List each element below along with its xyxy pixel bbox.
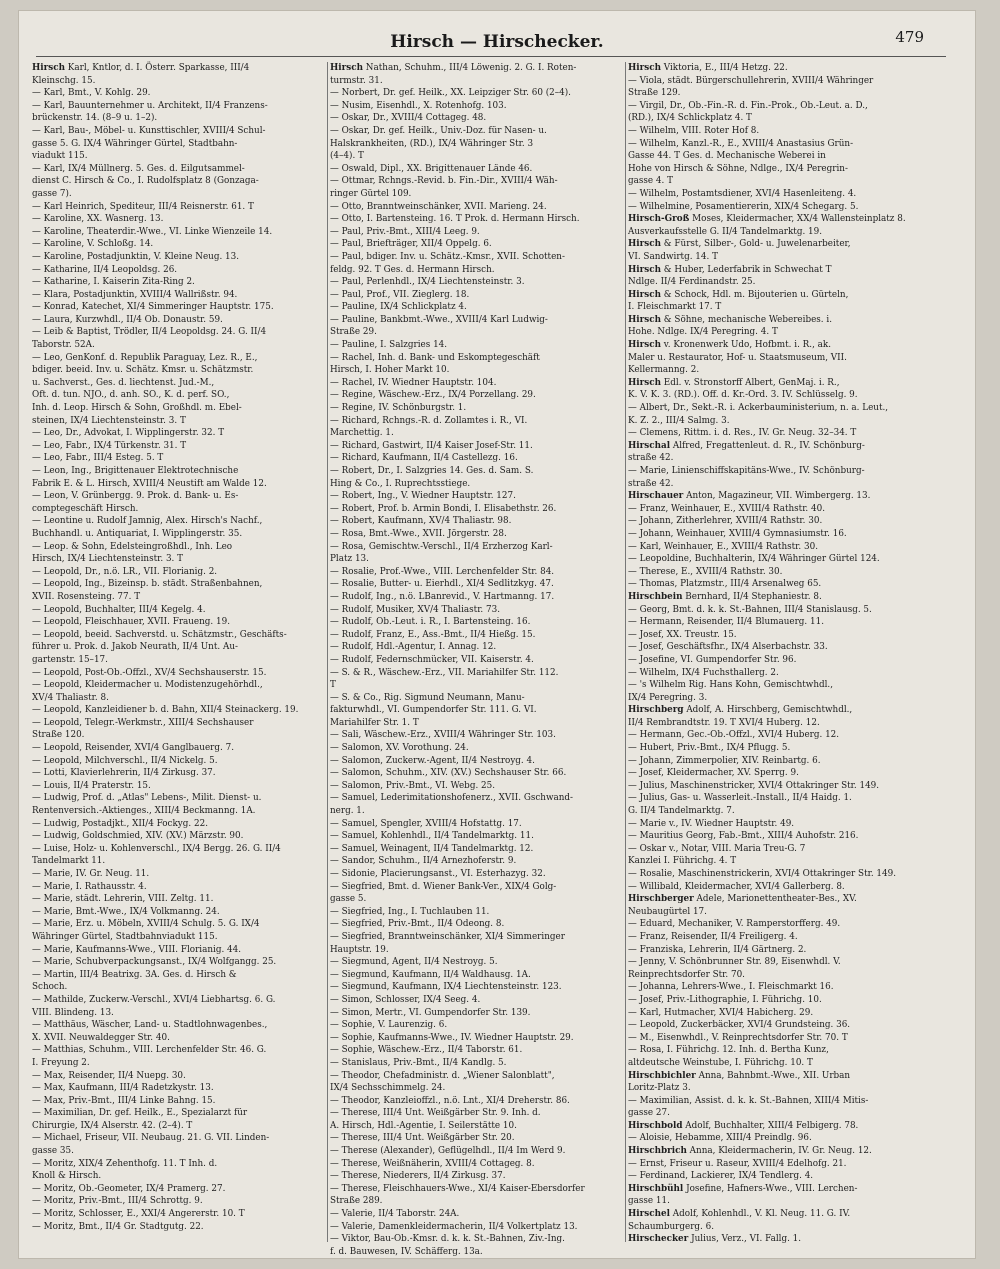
directory-entry-line: feldg. 92. T Ges. d. Hermann Hirsch. xyxy=(330,264,495,275)
directory-entry-line: Hirschberg Adolf, A. Hirschberg, Gemischtwhdl., xyxy=(628,705,853,716)
directory-entry-line: — Leo, Dr., Advokat, I. Wipplingerstr. 32. T xyxy=(32,428,225,439)
directory-entry-line: — Leopold, Kanzleidiener b. d. Bahn, XII/4 Steinackerg. 19. xyxy=(32,705,299,716)
directory-entry-line: K. Z. 2., III/4 Salmg. 3. xyxy=(628,415,730,426)
directory-entry-line: Ndlge. II/4 Ferdinandstr. 25. xyxy=(628,277,756,288)
directory-entry-line: — Leopold, Milchverschl., II/4 Nickelg. 5. xyxy=(32,755,218,766)
directory-entry-line: Hohe. Ndlge. IX/4 Peregring. 4. T xyxy=(628,327,778,338)
directory-entry-line: Währinger Gürtel, Stadtbahnviadukt 115. xyxy=(32,931,218,942)
directory-entry-line: Knoll & Hirsch. xyxy=(32,1171,102,1182)
directory-entry-line: — Robert, Prof. b. Armin Bondi, I. Elisabethstr. 26. xyxy=(330,503,557,514)
directory-entry-line: — Leopold, beeid. Sachverstd. u. Schätzmstr., Geschäfts- xyxy=(32,629,287,640)
directory-entry-line: I. Fleischmarkt 17. T xyxy=(628,302,722,313)
directory-entry-line: — Leopoldine, Buchhalterin, IX/4 Währinger Gürtel 124. xyxy=(628,554,880,565)
directory-entry-line: — Hermann, Gec.-Ob.-Offzl., XVI/4 Huberg. 12. xyxy=(628,730,840,741)
directory-entry-line: — Leontine u. Rudolf Jamnig, Alex. Hirsch's Nachf., xyxy=(32,516,263,527)
directory-entry-line: — Marie, städt. Lehrerin, VIII. Zeltg. 11. xyxy=(32,894,214,905)
directory-entry-line: (4–4). T xyxy=(330,151,364,162)
directory-entry-line: brückenstr. 14. (8–9 u. 1–2). xyxy=(32,113,158,124)
directory-entry-line: — Leop. & Sohn, Edelsteingroßhdl., Inh. Leo xyxy=(32,541,233,552)
directory-entry-line: — Sophie, V. Laurenzig. 6. xyxy=(330,1020,448,1031)
directory-entry-line: — Leo, Fabr., III/4 Esteg. 5. T xyxy=(32,453,164,464)
directory-entry-line: — Valerie, II/4 Taborstr. 24A. xyxy=(330,1209,460,1220)
directory-entry-line: — M., Eisenwhdl., V. Reinprechtsdorfer Str. 70. T xyxy=(628,1032,848,1043)
directory-entry-line: — Maximilian, Dr. gef. Heilk., E., Spezialarzt für xyxy=(32,1108,248,1119)
directory-entry-line: u. Sachverst., Ges. d. liechtenst. Jud.-M., xyxy=(32,377,215,388)
directory-entry-line: — Sophie, Kaufmanns-Wwe., IV. Wiedner Hauptstr. 29. xyxy=(330,1032,574,1043)
directory-entry-line: — Salomon, XV. Vorothung. 24. xyxy=(330,743,469,754)
directory-entry-line: Schoch. xyxy=(32,982,68,993)
directory-entry-line: — Marie, I. Rathausstr. 4. xyxy=(32,881,147,892)
directory-entry-line: — Siegfried, Bmt. d. Wiener Bank-Ver., XIX/4 Golg- xyxy=(330,881,557,892)
directory-entry-line: Hirschauer Anton, Magazineur, VII. Wimbergerg. 13. xyxy=(628,491,871,502)
directory-entry-line: — Katharine, II/4 Leopoldsg. 26. xyxy=(32,264,178,275)
directory-entry-line: VI. Sandwirtg. 14. T xyxy=(628,251,718,262)
directory-entry-line: steinen, IX/4 Liechtensteinstr. 3. T xyxy=(32,415,186,426)
directory-entry-line: — Salomon, Zuckerw.-Agent, II/4 Nestroyg. 4. xyxy=(330,755,535,766)
header-rule xyxy=(36,56,946,57)
directory-entry-line: Loritz-Platz 3. xyxy=(628,1083,691,1094)
directory-entry-line: — Franz, Weinhauer, E., XVIII/4 Rathstr. 40. xyxy=(628,503,826,514)
directory-entry-line: — Nusim, Eisenhdl., X. Rotenhofg. 103. xyxy=(330,100,507,111)
directory-entry-line: Straße 289. xyxy=(330,1196,383,1207)
directory-entry-line: — Karoline, Postadjunktin, V. Kleine Neug. 13. xyxy=(32,251,240,262)
directory-entry-line: Marchettig. 1. xyxy=(330,428,394,439)
directory-entry-line: Hirsch-Groß Moses, Kleidermacher, XX/4 Wallensteinplatz 8. xyxy=(628,214,906,225)
directory-entry-line: altdeutsche Weinstube, I. Führichg. 10. T xyxy=(628,1057,813,1068)
directory-entry-line: — Luise, Holz- u. Kohlenverschl., IX/4 Bergg. 26. G. II/4 xyxy=(32,843,281,854)
directory-entry-line: Inh. d. Leop. Hirsch & Sohn, Großhdl. m. Ebel- xyxy=(32,403,242,414)
directory-entry-line: — S. & Co., Rig. Sigmund Neumann, Manu- xyxy=(330,692,525,703)
directory-entry-line: — Stanislaus, Priv.-Bmt., II/4 Kandlg. 5. xyxy=(330,1057,507,1068)
directory-entry-line: Maler u. Restaurator, Hof- u. Staatsmuseum, VII. xyxy=(628,352,847,363)
directory-entry-line: — Josef, Geschäftsfhr., IX/4 Alserbachstr. 33. xyxy=(628,642,828,653)
directory-entry-line: — Franz, Reisender, II/4 Freiligerg. 4. xyxy=(628,931,798,942)
directory-entry-line: — Julius, Maschinenstricker, XVI/4 Ottakringer Str. 149. xyxy=(628,780,880,791)
directory-entry-line: — Pauline, IX/4 Schlickplatz 4. xyxy=(330,302,467,313)
directory-entry-line: gasse 7). xyxy=(32,188,72,199)
directory-entry-line: Hirschbichler Anna, Bahnbmt.-Wwe., XII. Urban xyxy=(628,1070,851,1081)
running-header: Hirsch — Hirschecker. xyxy=(390,32,604,52)
directory-entry-line: — Oswald, Dipl., XX. Brigittenauer Lände 46. xyxy=(330,163,533,174)
directory-entry-line: Hirsch Nathan, Schuhm., III/4 Löwenig. 2. G. I. Roten- xyxy=(330,63,577,73)
directory-entry-line: Mariahilfer Str. 1. T xyxy=(330,717,419,728)
directory-entry-line: viadukt 115. xyxy=(32,151,88,162)
directory-entry-line: ringer Gürtel 109. xyxy=(330,188,412,199)
directory-entry-line: — Lotti, Klavierlehrerin, II/4 Zirkusg. 37. xyxy=(32,768,216,779)
directory-entry-line: Straße 120. xyxy=(32,730,85,741)
directory-entry-line: straße 42. xyxy=(628,453,674,464)
directory-entry-line: — Siegfried, Ing., I. Tuchlauben 11. xyxy=(330,906,490,917)
directory-entry-line: — Sidonie, Placierungsanst., VI. Esterhazyg. 32. xyxy=(330,869,546,879)
directory-entry-line: — Franziska, Lehrerin, II/4 Gärtnerg. 2. xyxy=(628,944,807,955)
directory-entry-line: — Leopold, Fleischhauer, XVII. Fraueng. 19. xyxy=(32,617,231,628)
directory-entry-line: — Marie, Bmt.-Wwe., IX/4 Volkmanng. 24. xyxy=(32,906,220,917)
directory-entry-line: — Moritz, Schlosser, E., XXI/4 Angererstr. 10. T xyxy=(32,1209,245,1220)
directory-entry-line: — Josef, Priv.-Lithographie, I. Führichg. 10. xyxy=(628,994,822,1005)
directory-entry-line: Hirsch, IX/4 Liechtensteinstr. 3. T xyxy=(32,554,184,565)
directory-entry-line: — Norbert, Dr. gef. Heilk., XX. Leipziger Str. 60 (2–4). xyxy=(330,88,571,99)
directory-entry-line: — Karl Heinrich, Spediteur, III/4 Reisnerstr. 61. T xyxy=(32,201,254,212)
directory-entry-line: — Rudolf, Ob.-Leut. i. R., I. Bartensteing. 16. xyxy=(330,617,531,628)
directory-entry-line: Hirschbühl Josefine, Hafners-Wwe., VIII. Lerchen- xyxy=(628,1183,858,1194)
directory-entry-line: — Julius, Gas- u. Wasserleit.-Install., II/4 Haidg. 1. xyxy=(628,793,852,804)
directory-entry-line: — Leopold, Ing., Bizeinsp. b. städt. Straßenbahnen, xyxy=(32,579,263,590)
directory-entry-line: — Rudolf, Ing., n.ö. LBanrevid., V. Hartmanng. 17. xyxy=(330,591,555,602)
directory-entry-line: — Valerie, Damenkleidermacherin, II/4 Volkertplatz 13. xyxy=(330,1221,578,1232)
directory-entry-line: — Karoline, Theaterdir.-Wwe., VI. Linke Wienzeile 14. xyxy=(32,226,273,237)
directory-entry-line: — Richard, Rchngs.-R. d. Zollamtes i. R., VI. xyxy=(330,415,528,426)
directory-entry-line: — Ferdinand, Lackierer, IX/4 Tendlerg. 4. xyxy=(628,1171,814,1182)
directory-entry-line: Gasse 44. T Ges. d. Mechanische Weberei in xyxy=(628,151,826,162)
directory-entry-line: Hirschal Alfred, Fregattenleut. d. R., IV. Schönburg- xyxy=(628,440,865,451)
directory-entry-line: f. d. Bauwesen, IV. Schäfferg. 13a. xyxy=(330,1246,483,1257)
directory-entry-line: — Max, Kaufmann, III/4 Radetzkystr. 13. xyxy=(32,1083,214,1094)
directory-entry-line: — Paul, Prof., VII. Zieglerg. 18. xyxy=(330,289,470,300)
directory-entry-line: — Rachel, Inh. d. Bank- und Eskomptegeschäft xyxy=(330,352,540,363)
directory-entry-line: — Siegmund, Kaufmann, II/4 Waldhausg. 1A. xyxy=(330,969,531,980)
directory-entry-line: — Katharine, I. Kaiserin Zita-Ring 2. xyxy=(32,277,195,288)
directory-entry-line: — Rosa, Bmt.-Wwe., XVII. Jörgerstr. 28. xyxy=(330,528,507,539)
directory-entry-line: — Johann, Zitherlehrer, XVIII/4 Rathstr. 30. xyxy=(628,516,823,527)
directory-entry-line: — Maximilian, Assist. d. k. k. St.-Bahnen, XIII/4 Mitis- xyxy=(628,1095,869,1106)
directory-entry-line: — Karl, Weinhauer, E., XVIII/4 Rathstr. 30. xyxy=(628,541,818,552)
directory-entry-line: — Therese, Niederers, II/4 Zirkusg. 37. xyxy=(330,1171,506,1182)
directory-entry-line: — Robert, Ing., V. Wiedner Hauptstr. 127. xyxy=(330,491,516,502)
directory-entry-line: — Wilhelmine, Posamentiererin, XIX/4 Schegarg. 5. xyxy=(628,201,859,212)
directory-entry-line: — Salomon, Schuhm., XIV. (XV.) Sechshauser Str. 66. xyxy=(330,768,567,779)
page-number: 479 xyxy=(895,28,924,46)
directory-entry-line: — Leo, GenKonf. d. Republik Paraguay, Lez. R., E., xyxy=(32,352,258,363)
directory-entry-line: — Rudolf, Franz, E., Ass.-Bmt., II/4 Hießg. 15. xyxy=(330,629,536,640)
directory-entry-line: — Mathilde, Zuckerw.-Verschl., XVI/4 Liebhartsg. 6. G. xyxy=(32,994,276,1005)
directory-entry-line: — Clemens, Rittm. i. d. Res., IV. Gr. Neug. 32–34. T xyxy=(628,428,857,439)
directory-entry-line: Kleinschg. 15. xyxy=(32,75,96,86)
directory-entry-line: — Michael, Friseur, VII. Neubaug. 21. G. VII. Linden- xyxy=(32,1133,270,1144)
directory-entry-line: — Viola, städt. Bürgerschullehrerin, XVIII/4 Währinger xyxy=(628,75,874,86)
directory-entry-line: — Virgil, Dr., Ob.-Fin.-R. d. Fin.-Prok., Ob.-Leut. a. D., xyxy=(628,100,868,111)
directory-entry-line: — Leib & Baptist, Trödler, II/4 Leopoldsg. 24. G. II/4 xyxy=(32,327,267,338)
directory-entry-line: — Rudolf, Federnschmücker, VII. Kaiserstr. 4. xyxy=(330,654,534,665)
directory-entry-line: — Albert, Dr., Sekt.-R. i. Ackerbauministerium, n. a. Leut., xyxy=(628,403,889,414)
directory-entry-line: — Moritz, XIX/4 Zehenthofg. 11. T Inh. d. xyxy=(32,1158,218,1169)
directory-entry-line: Hohe von Hirsch & Söhne, Ndlge., IX/4 Peregrin- xyxy=(628,163,848,174)
directory-entry-line: gasse 27. xyxy=(628,1108,670,1119)
directory-entry-line: Buchhandl. u. Antiquariat, I. Wipplingerstr. 35. xyxy=(32,528,243,539)
directory-entry-line: — Sali, Wäschew.-Erz., XVIII/4 Währinger Str. 103. xyxy=(330,730,556,741)
column-left xyxy=(32,62,328,1242)
directory-entry-line: — Ernst, Friseur u. Raseur, XVIII/4 Edelhofg. 21. xyxy=(628,1158,847,1169)
directory-entry-line: — Karl, Bauunternehmer u. Architekt, II/4 Franzens- xyxy=(32,100,268,111)
directory-entry-line: — Leopold, Post-Ob.-Offzl., XV/4 Sechshauserstr. 15. xyxy=(32,667,267,678)
directory-entry-line: IX/4 Peregring. 3. xyxy=(628,692,708,703)
directory-entry-line: — Simon, Mertr., VI. Gumpendorfer Str. 139. xyxy=(330,1007,531,1018)
directory-entry-line: Hirsch & Söhne, mechanische Webereibes. i. xyxy=(628,314,832,325)
directory-entry-line: Hirschbein Bernhard, II/4 Stephaniestr. 8. xyxy=(628,591,822,602)
directory-entry-line: Reinprechtsdorfer Str. 70. xyxy=(628,969,745,980)
directory-entry-line: — Oskar, Dr., XVIII/4 Cottageg. 48. xyxy=(330,113,487,124)
directory-entry-line: — Pauline, I. Salzgries 14. xyxy=(330,340,448,351)
directory-entry-line: Hirschberger Adele, Marionettentheater-Bes., XV. xyxy=(628,894,857,905)
directory-entry-line: — Eduard, Mechaniker, V. Ramperstorfferg. 49. xyxy=(628,919,841,930)
directory-entry-line: Rentenversich.-Aktienges., XIII/4 Beckmanng. 1A. xyxy=(32,806,256,817)
directory-entry-line: XVII. Rosensteing. 77. T xyxy=(32,591,141,602)
directory-entry-line: Hirsch Edl. v. Stronstorff Albert, GenMaj. i. R., xyxy=(628,377,840,388)
directory-entry-line: — Paul, bdiger. Inv. u. Schätz.-Kmsr., XVII. Schotten- xyxy=(330,251,565,262)
directory-entry-line: — Siegmund, Agent, II/4 Nestroyg. 5. xyxy=(330,957,498,968)
directory-entry-line: — Karl, Bmt., V. Kohlg. 29. xyxy=(32,88,151,99)
directory-entry-line: — Ludwig, Prof. d. „Atlas" Lebens-, Milit. Dienst- u. xyxy=(32,793,262,804)
directory-entry-line: — Ludwig, Goldschmied, XIV. (XV.) Märzstr. 90. xyxy=(32,831,244,842)
directory-entry-line: — Rosalie, Butter- u. Eierhdl., XI/4 Sedlitzkyg. 47. xyxy=(330,579,554,590)
directory-entry-line: — Wilhelm, IX/4 Fuchsthallerg. 2. xyxy=(628,667,779,678)
directory-entry-line: — Paul, Briefträger, XII/4 Oppelg. 6. xyxy=(330,239,492,250)
directory-entry-line: — Siegmund, Kaufmann, IX/4 Liechtensteinstr. 123. xyxy=(330,982,562,993)
directory-entry-line: — Josefine, VI. Gumpendorfer Str. 96. xyxy=(628,654,797,665)
directory-entry-line: — Matthias, Schuhm., VIII. Lerchenfelder Str. 46. G. xyxy=(32,1045,267,1056)
directory-entry-line: gasse 35. xyxy=(32,1146,74,1157)
directory-entry-line: (RD.), IX/4 Schlickplatz 4. T xyxy=(628,113,752,124)
directory-entry-line: Hirsch & Huber, Lederfabrik in Schwechat T xyxy=(628,264,832,275)
directory-entry-line: — Regine, IV. Schönburgstr. 1. xyxy=(330,403,467,414)
directory-entry-line: Straße 29. xyxy=(330,327,377,338)
directory-entry-line: — Samuel, Weinagent, II/4 Tandelmarktg. 12. xyxy=(330,843,534,854)
directory-entry-line: Chirurgie, IX/4 Alserstr. 42. (2–4). T xyxy=(32,1120,193,1131)
directory-entry-line: Hirsch Karl, Kntlor, d. I. Österr. Sparkasse, III/4 xyxy=(32,63,250,73)
directory-entry-line: — Therese, Fleischhauers-Wwe., XI/4 Kaiser-Ebersdorfer xyxy=(330,1183,585,1194)
directory-entry-line: — Louis, II/4 Praterstr. 15. xyxy=(32,780,151,791)
directory-entry-line: turmstr. 31. xyxy=(330,75,383,86)
directory-entry-line: — Max, Priv.-Bmt., III/4 Linke Bahng. 15. xyxy=(32,1095,216,1106)
directory-entry-line: — Paul, Perlenhdl., IX/4 Liechtensteinstr. 3. xyxy=(330,277,525,288)
directory-entry-line: Ausverkaufsstelle G. II/4 Tandelmarktg. 19. xyxy=(628,226,823,237)
directory-entry-line: IX/4 Sechsschimmelg. 24. xyxy=(330,1083,446,1094)
directory-entry-line: bdiger. beeid. Inv. u. Schätz. Kmsr. u. Schätzmstr. xyxy=(32,365,254,376)
directory-entry-line: — Wilhelm, Postamtsdiener, XVI/4 Hasenleiteng. 4. xyxy=(628,188,857,199)
directory-entry-line: — S. & R., Wäschew.-Erz., VII. Mariahilfer Str. 112. xyxy=(330,667,559,678)
directory-entry-line: — Otto, I. Bartensteing. 16. T Prok. d. Hermann Hirsch. xyxy=(330,214,580,225)
directory-entry-line: — Marie v., IV. Wiedner Hauptstr. 49. xyxy=(628,818,795,829)
directory-entry-line: — Rosalie, Prof.-Wwe., VIII. Lerchenfelder Str. 84. xyxy=(330,566,555,577)
directory-entry-line: — Klara, Postadjunktin, XVIII/4 Wallrißstr. 94. xyxy=(32,289,238,300)
directory-entry-line: — Leopold, Telegr.-Werkmstr., XIII/4 Sechshauser xyxy=(32,717,254,728)
column-middle xyxy=(330,62,626,1257)
directory-entry-line: — Therese, III/4 Unt. Weißgärber Str. 20. xyxy=(330,1133,515,1144)
directory-entry-line: Oft. d. tun. NJO., d. anh. SO., K. d. perf. SO., xyxy=(32,390,230,401)
directory-entry-line: Fabrik E. & L. Hirsch, XVIII/4 Neustift am Walde 12. xyxy=(32,478,267,489)
directory-entry-line: — Otto, Branntweinschänker, XVII. Marieng. 24. xyxy=(330,201,547,212)
directory-entry-line: Taborstr. 52A. xyxy=(32,340,95,351)
directory-entry-line: — Rosa, Gemischtw.-Verschl., II/4 Erzherzog Karl- xyxy=(330,541,553,552)
directory-entry-line: Straße 129. xyxy=(628,88,681,99)
directory-entry-line: Hirsch & Fürst, Silber-, Gold- u. Juwelenarbeiter, xyxy=(628,239,851,250)
directory-entry-line: — Martin, III/4 Beatrixg. 3A. Ges. d. Hirsch & xyxy=(32,969,237,980)
directory-entry-line: A. Hirsch, Hdl.-Agentie, I. Seilerstätte 10. xyxy=(330,1120,517,1131)
directory-entry-line: — Aloisie, Hebamme, XIII/4 Preindlg. 96. xyxy=(628,1133,812,1144)
directory-entry-line: — Robert, Kaufmann, XV/4 Thaliastr. 98. xyxy=(330,516,512,527)
directory-entry-line: — Theodor, Kanzleioffzl., n.ö. Lnt., XI/4 Dreherstr. 86. xyxy=(330,1095,570,1106)
directory-entry-line: — Samuel, Lederimitationshofenerz., XVII. Gschwand- xyxy=(330,793,574,804)
directory-entry-line: — Viktor, Bau-Ob.-Kmsr. d. k. k. St.-Bahnen, Ziv.-Ing. xyxy=(330,1234,565,1245)
directory-entry-line: Kanzlei I. Führichg. 4. T xyxy=(628,856,737,867)
directory-entry-line: gasse 11. xyxy=(628,1196,670,1207)
directory-entry-line: — Johanna, Lehrers-Wwe., I. Fleischmarkt 16. xyxy=(628,982,834,993)
directory-entry-line: — Laura, Kurzwhdl., II/4 Ob. Donaustr. 59. xyxy=(32,314,223,325)
directory-entry-line: fakturwhdl., VI. Gumpendorfer Str. 111. G. VI. xyxy=(330,705,537,716)
directory-entry-line: — Marie, IV. Gr. Neug. 11. xyxy=(32,869,150,879)
directory-entry-line: nerg. 1. xyxy=(330,806,365,817)
directory-entry-line: Hirsch, I. Hoher Markt 10. xyxy=(330,365,450,376)
directory-entry-line: — Josef, Kleidermacher, XV. Sperrg. 9. xyxy=(628,768,799,779)
directory-entry-line: — Regine, Wäschew.-Erz., IX/4 Porzellang. 29. xyxy=(330,390,536,401)
directory-entry-line: Hing & Co., I. Ruprechtsstiege. xyxy=(330,478,471,489)
directory-entry-line: — Marie, Kaufmanns-Wwe., VIII. Florianig. 44. xyxy=(32,944,242,955)
directory-entry-line: — Rosalie, Maschinenstrickerin, XVI/4 Ottakringer Str. 149. xyxy=(628,869,897,879)
directory-entry-line: Hauptstr. 19. xyxy=(330,944,389,955)
directory-entry-line: — Leopold, Zuckerbäcker, XVI/4 Grundsteing. 36. xyxy=(628,1020,851,1031)
column-right xyxy=(628,62,924,1245)
directory-entry-line: — Josef, XX. Treustr. 15. xyxy=(628,629,737,640)
directory-entry-line: — Leon, V. Grünbergg. 9. Prok. d. Bank- u. Es- xyxy=(32,491,239,502)
directory-entry-line: X. XVII. Neuwaldegger Str. 40. xyxy=(32,1032,170,1043)
directory-entry-line: — Sophie, Wäschew.-Erz., II/4 Taborstr. 61. xyxy=(330,1045,523,1056)
directory-entry-line: — Richard, Kaufmann, II/4 Castellezg. 16. xyxy=(330,453,518,464)
directory-entry-line: — Wilhelm, VIII. Roter Hof 8. xyxy=(628,125,760,136)
directory-entry-line: — Marie, Erz. u. Möbeln, XVIII/4 Schulg. 5. G. IX/4 xyxy=(32,919,260,930)
directory-entry-line: — Johann, Zimmerpolier, XIV. Reinbartg. 6. xyxy=(628,755,821,766)
directory-entry-line: — Matthäus, Wäscher, Land- u. Stadtlohnwagenbes., xyxy=(32,1020,268,1031)
directory-entry-line: — Marie, Schubverpackungsanst., IX/4 Wolfgangg. 25. xyxy=(32,957,277,968)
directory-entry-line: — Willibald, Kleidermacher, XVI/4 Gallerberg. 8. xyxy=(628,881,845,892)
directory-entry-line: — Therese, E., XVIII/4 Rathstr. 30. xyxy=(628,566,783,577)
column-divider xyxy=(327,62,328,1242)
directory-entry-line: — Karl, Bau-, Möbel- u. Kunsttischler, XVIII/4 Schul- xyxy=(32,125,266,136)
directory-entry-line: — Siegfried, Branntweinschänker, XI/4 Simmeringer xyxy=(330,931,565,942)
directory-entry-line: — Thomas, Platzmstr., III/4 Arsenalweg 65. xyxy=(628,579,822,590)
directory-entry-line: G. II/4 Tandelmarktg. 7. xyxy=(628,806,735,817)
directory-entry-line: — Samuel, Kohlenhdl., II/4 Tandelmarktg. 11. xyxy=(330,831,534,842)
column-divider xyxy=(625,62,626,1242)
directory-entry-line: — Oskar, Dr. gef. Heilk., Univ.-Doz. für Nasen- u. xyxy=(330,125,547,136)
directory-entry-line: — Hermann, Reisender, II/4 Blumauerg. 11. xyxy=(628,617,825,628)
directory-entry-line: — 's Wilhelm Rig. Hans Kohn, Gemischtwhdl., xyxy=(628,680,834,691)
directory-entry-line: — Paul, Priv.-Bmt., XIII/4 Leeg. 9. xyxy=(330,226,480,237)
directory-entry-line: führer u. Prok. d. Jakob Neurath, II/4 Unt. Au- xyxy=(32,642,238,653)
directory-entry-line: — Johann, Weinhauer, XVIII/4 Gymnasiumstr. 16. xyxy=(628,528,847,539)
directory-entry-line: — Georg, Bmt. d. k. k. St.-Bahnen, III/4 Stanislausg. 5. xyxy=(628,604,872,615)
directory-entry-line: Platz 13. xyxy=(330,554,369,565)
directory-entry-line: — Hubert, Priv.-Bmt., IX/4 Pflugg. 5. xyxy=(628,743,791,754)
directory-entry-line: Tandelmarkt 11. xyxy=(32,856,106,867)
directory-entry-line: — Samuel, Spengler, XVIII/4 Hofstattg. 17. xyxy=(330,818,522,829)
directory-entry-line: — Leopold, Kleidermacher u. Modistenzugehörhdl., xyxy=(32,680,263,691)
directory-entry-line: — Ludwig, Postadjkt., XII/4 Fockyg. 22. xyxy=(32,818,208,829)
directory-entry-line: comptegeschäft Hirsch. xyxy=(32,503,139,514)
directory-entry-line: — Therese, III/4 Unt. Weißgärber Str. 9. Inh. d. xyxy=(330,1108,541,1119)
directory-entry-line: K. V. K. 3. (RD.). Off. d. Kr.-Ord. 3. IV. Schlüsselg. 9. xyxy=(628,390,858,401)
directory-entry-line: — Rudolf, Hdl.-Agentur, I. Annag. 12. xyxy=(330,642,497,653)
directory-entry-line: — Rosa, I. Führichg. 12. Inh. d. Bertha Kunz, xyxy=(628,1045,829,1056)
directory-entry-line: — Konrad, Katechet, XI/4 Simmeringer Hauptstr. 175. xyxy=(32,302,274,313)
directory-entry-line: — Ottmar, Rchngs.-Revid. b. Fin.-Dir., XVIII/4 Wäh- xyxy=(330,176,558,187)
directory-entry-line: gasse 5. G. IX/4 Währinger Gürtel, Stadtbahn- xyxy=(32,138,238,149)
directory-entry-line: Hirsch v. Kronenwerk Udo, Hofbmt. i. R., ak. xyxy=(628,340,832,351)
directory-entry-line: — Sandor, Schuhm., II/4 Arnezhoferstr. 9. xyxy=(330,856,517,867)
directory-entry-line: — Karoline, V. Schloßg. 14. xyxy=(32,239,154,250)
directory-entry-line: Kellermanng. 2. xyxy=(628,365,700,376)
directory-entry-line: gasse 4. T xyxy=(628,176,673,187)
directory-entry-line: — Leopold, Buchhalter, III/4 Kegelg. 4. xyxy=(32,604,206,615)
directory-entry-line: — Robert, Dr., I. Salzgries 14. Ges. d. Sam. S. xyxy=(330,466,534,476)
directory-entry-line: VIII. Blindeng. 13. xyxy=(32,1007,114,1018)
directory-entry-line: Hirschel Adolf, Kohlenhdl., V. Kl. Neug. 11. G. IV. xyxy=(628,1209,851,1220)
directory-entry-line: gartenstr. 15–17. xyxy=(32,654,108,665)
directory-entry-line: — Therese (Alexander), Geflügelhdl., II/4 Im Werd 9. xyxy=(330,1146,566,1157)
directory-entry-line: Hirsch Viktoria, E., III/4 Hetzg. 22. xyxy=(628,63,788,73)
directory-entry-line: — Max, Reisender, II/4 Nuepg. 30. xyxy=(32,1070,186,1081)
directory-entry-line: — Wilhelm, Kanzl.-R., E., XVIII/4 Anastasius Grün- xyxy=(628,138,854,149)
directory-entry-line: — Therese, Weißnäherin, XVIII/4 Cottageg. 8. xyxy=(330,1158,535,1169)
directory-entry-line: I. Freyung 2. xyxy=(32,1057,90,1068)
directory-entry-line: — Simon, Schlosser, IX/4 Seeg. 4. xyxy=(330,994,481,1005)
directory-entry-line: — Karl, IX/4 Müllnerg. 5. Ges. d. Eilgutsammel- xyxy=(32,163,245,174)
directory-entry-line: — Leon, Ing., Brigittenauer Elektrotechnische xyxy=(32,466,239,476)
directory-entry-line: Halskrankheiten, (RD.), IX/4 Währinger Str. 3 xyxy=(330,138,534,149)
directory-entry-line: — Rachel, IV. Wiedner Hauptstr. 104. xyxy=(330,377,497,388)
directory-entry-line: gasse 5. xyxy=(330,894,367,905)
directory-entry-line: T xyxy=(330,680,336,691)
directory-entry-line: II/4 Rembrandtstr. 19. T XVI/4 Huberg. 12. xyxy=(628,717,820,728)
directory-entry-line: — Rudolf, Musiker, XV/4 Thaliastr. 73. xyxy=(330,604,501,615)
directory-page xyxy=(18,10,976,1259)
directory-entry-line: Hirschbrich Anna, Kleidermacherin, IV. Gr. Neug. 12. xyxy=(628,1146,872,1157)
directory-entry-line: — Jenny, V. Schönbrunner Str. 89, Eisenwhdl. V. xyxy=(628,957,841,968)
directory-entry-line: — Richard, Gastwirt, II/4 Kaiser Josef-Str. 11. xyxy=(330,440,533,451)
directory-entry-line: — Theodor, Chefadministr. d. „Wiener Salonblatt", xyxy=(330,1070,555,1081)
directory-entry-line: — Karoline, XX. Wasnerg. 13. xyxy=(32,214,164,225)
directory-entry-line: — Oskar v., Notar, VIII. Maria Treu-G. 7 xyxy=(628,843,806,854)
directory-entry-line: XV/4 Thaliastr. 8. xyxy=(32,692,109,703)
directory-entry-line: — Mauritius Georg, Fab.-Bmt., XIII/4 Auhofstr. 216. xyxy=(628,831,859,842)
directory-entry-line: — Moritz, Bmt., II/4 Gr. Stadtgutg. 22. xyxy=(32,1221,204,1232)
directory-entry-line: — Siegfried, Priv.-Bmt., II/4 Odeong. 8. xyxy=(330,919,505,930)
directory-entry-line: Neubaugürtel 17. xyxy=(628,906,707,917)
directory-entry-line: — Leopold, Reisender, XVI/4 Ganglbauerg. 7. xyxy=(32,743,234,754)
directory-entry-line: — Leo, Fabr., IX/4 Türkenstr. 31. T xyxy=(32,440,187,451)
directory-entry-line: Hirsch & Schock, Hdl. m. Bijouterien u. Gürteln, xyxy=(628,289,849,300)
directory-entry-line: — Salomon, Priv.-Bmt., VI. Webg. 25. xyxy=(330,780,496,791)
directory-entry-line: — Moritz, Priv.-Bmt., III/4 Schrottg. 9. xyxy=(32,1196,203,1207)
directory-entry-line: — Pauline, Bankbmt.-Wwe., XVIII/4 Karl Ludwig- xyxy=(330,314,548,325)
directory-entry-line: — Marie, Linienschiffskapitäns-Wwe., IV. Schönburg- xyxy=(628,466,865,476)
directory-entry-line: straße 42. xyxy=(628,478,674,489)
directory-entry-line: Hirschbold Adolf, Buchhalter, XIII/4 Felbigerg. 78. xyxy=(628,1120,859,1131)
directory-entry-line: — Moritz, Ob.-Geometer, IX/4 Pramerg. 27. xyxy=(32,1183,226,1194)
directory-entry-line: Schaumburgerg. 6. xyxy=(628,1221,715,1232)
directory-entry-line: — Leopold, Dr., n.ö. LR., VII. Florianig. 2. xyxy=(32,566,218,577)
directory-entry-line: — Karl, Hutmacher, XVI/4 Habicherg. 29. xyxy=(628,1007,814,1018)
directory-entry-line: dienst C. Hirsch & Co., I. Rudolfsplatz 8 (Gonzaga- xyxy=(32,176,259,187)
directory-entry-line: Hirschecker Julius, Verz., VI. Fallg. 1. xyxy=(628,1234,802,1245)
